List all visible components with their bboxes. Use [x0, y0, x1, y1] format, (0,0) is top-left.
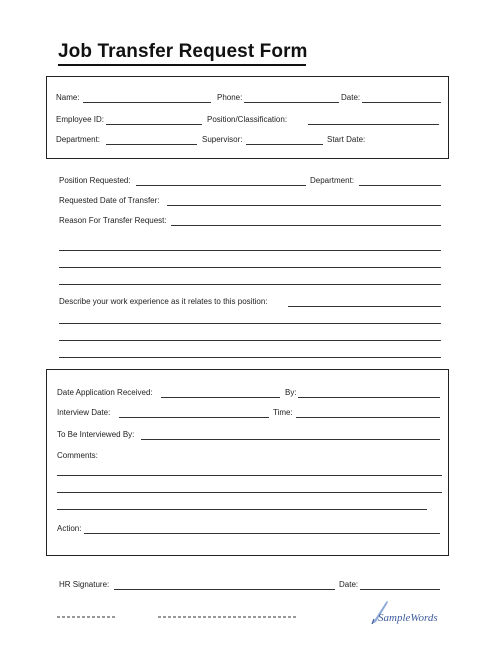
reason-line-4[interactable] [59, 284, 441, 285]
position-requested-field[interactable] [136, 185, 306, 186]
position-classification-field[interactable] [308, 124, 439, 125]
interviewed-by-label: To Be Interviewed By: [57, 430, 135, 439]
hr-signature-label: HR Signature: [59, 580, 110, 589]
phone-field[interactable] [244, 102, 339, 103]
position-classification-label: Position/Classification: [207, 115, 288, 124]
signature-date-field[interactable] [360, 589, 440, 590]
time-field[interactable] [296, 417, 440, 418]
comments-line-2[interactable] [57, 492, 442, 493]
request-department-field[interactable] [359, 185, 441, 186]
requested-date-label: Requested Date of Transfer: [59, 196, 160, 205]
requested-date-field[interactable] [167, 205, 441, 206]
name-field[interactable] [83, 102, 211, 103]
by-field[interactable] [298, 397, 440, 398]
reason-field[interactable] [171, 225, 441, 226]
experience-label: Describe your work experience as it relates to this position: [59, 297, 268, 306]
employee-id-label: Employee ID: [56, 115, 105, 124]
reason-line-3[interactable] [59, 267, 441, 268]
by-label: By: [285, 388, 297, 397]
action-field[interactable] [84, 533, 440, 534]
comments-line-1[interactable] [57, 475, 442, 476]
employee-id-field[interactable] [106, 124, 202, 125]
experience-line-4[interactable] [59, 357, 441, 358]
experience-line-2[interactable] [59, 323, 441, 324]
footer-center-fineprint [158, 616, 298, 618]
samplewords-logo [368, 598, 448, 630]
department-field[interactable] [106, 144, 197, 145]
date-received-field[interactable] [161, 397, 280, 398]
reason-label: Reason For Transfer Request: [59, 216, 167, 225]
action-label: Action: [57, 524, 82, 533]
supervisor-label: Supervisor: [202, 135, 243, 144]
comments-line-3[interactable] [57, 509, 427, 510]
comments-label: Comments: [57, 451, 98, 460]
experience-field[interactable] [288, 306, 441, 307]
supervisor-field[interactable] [246, 144, 323, 145]
interviewed-by-field[interactable] [141, 439, 440, 440]
start-date-label: Start Date: [327, 135, 366, 144]
date-field[interactable] [362, 102, 441, 103]
department-label: Department: [56, 135, 101, 144]
date-label: Date: [341, 93, 361, 102]
experience-line-3[interactable] [59, 340, 441, 341]
date-received-label: Date Application Received: [57, 388, 153, 397]
hr-signature-field[interactable] [114, 589, 335, 590]
time-label: Time: [273, 408, 293, 417]
reason-line-2[interactable] [59, 250, 441, 251]
interview-date-label: Interview Date: [57, 408, 111, 417]
signature-date-label: Date: [339, 580, 359, 589]
logo-text: SampleWords [378, 612, 438, 624]
title-underline [58, 64, 306, 66]
interview-date-field[interactable] [119, 417, 269, 418]
request-department-label: Department: [310, 176, 355, 185]
name-label: Name: [56, 93, 80, 102]
footer-left-fineprint [57, 616, 117, 618]
form-title: Job Transfer Request Form [58, 41, 308, 62]
phone-label: Phone: [217, 93, 243, 102]
position-requested-label: Position Requested: [59, 176, 131, 185]
